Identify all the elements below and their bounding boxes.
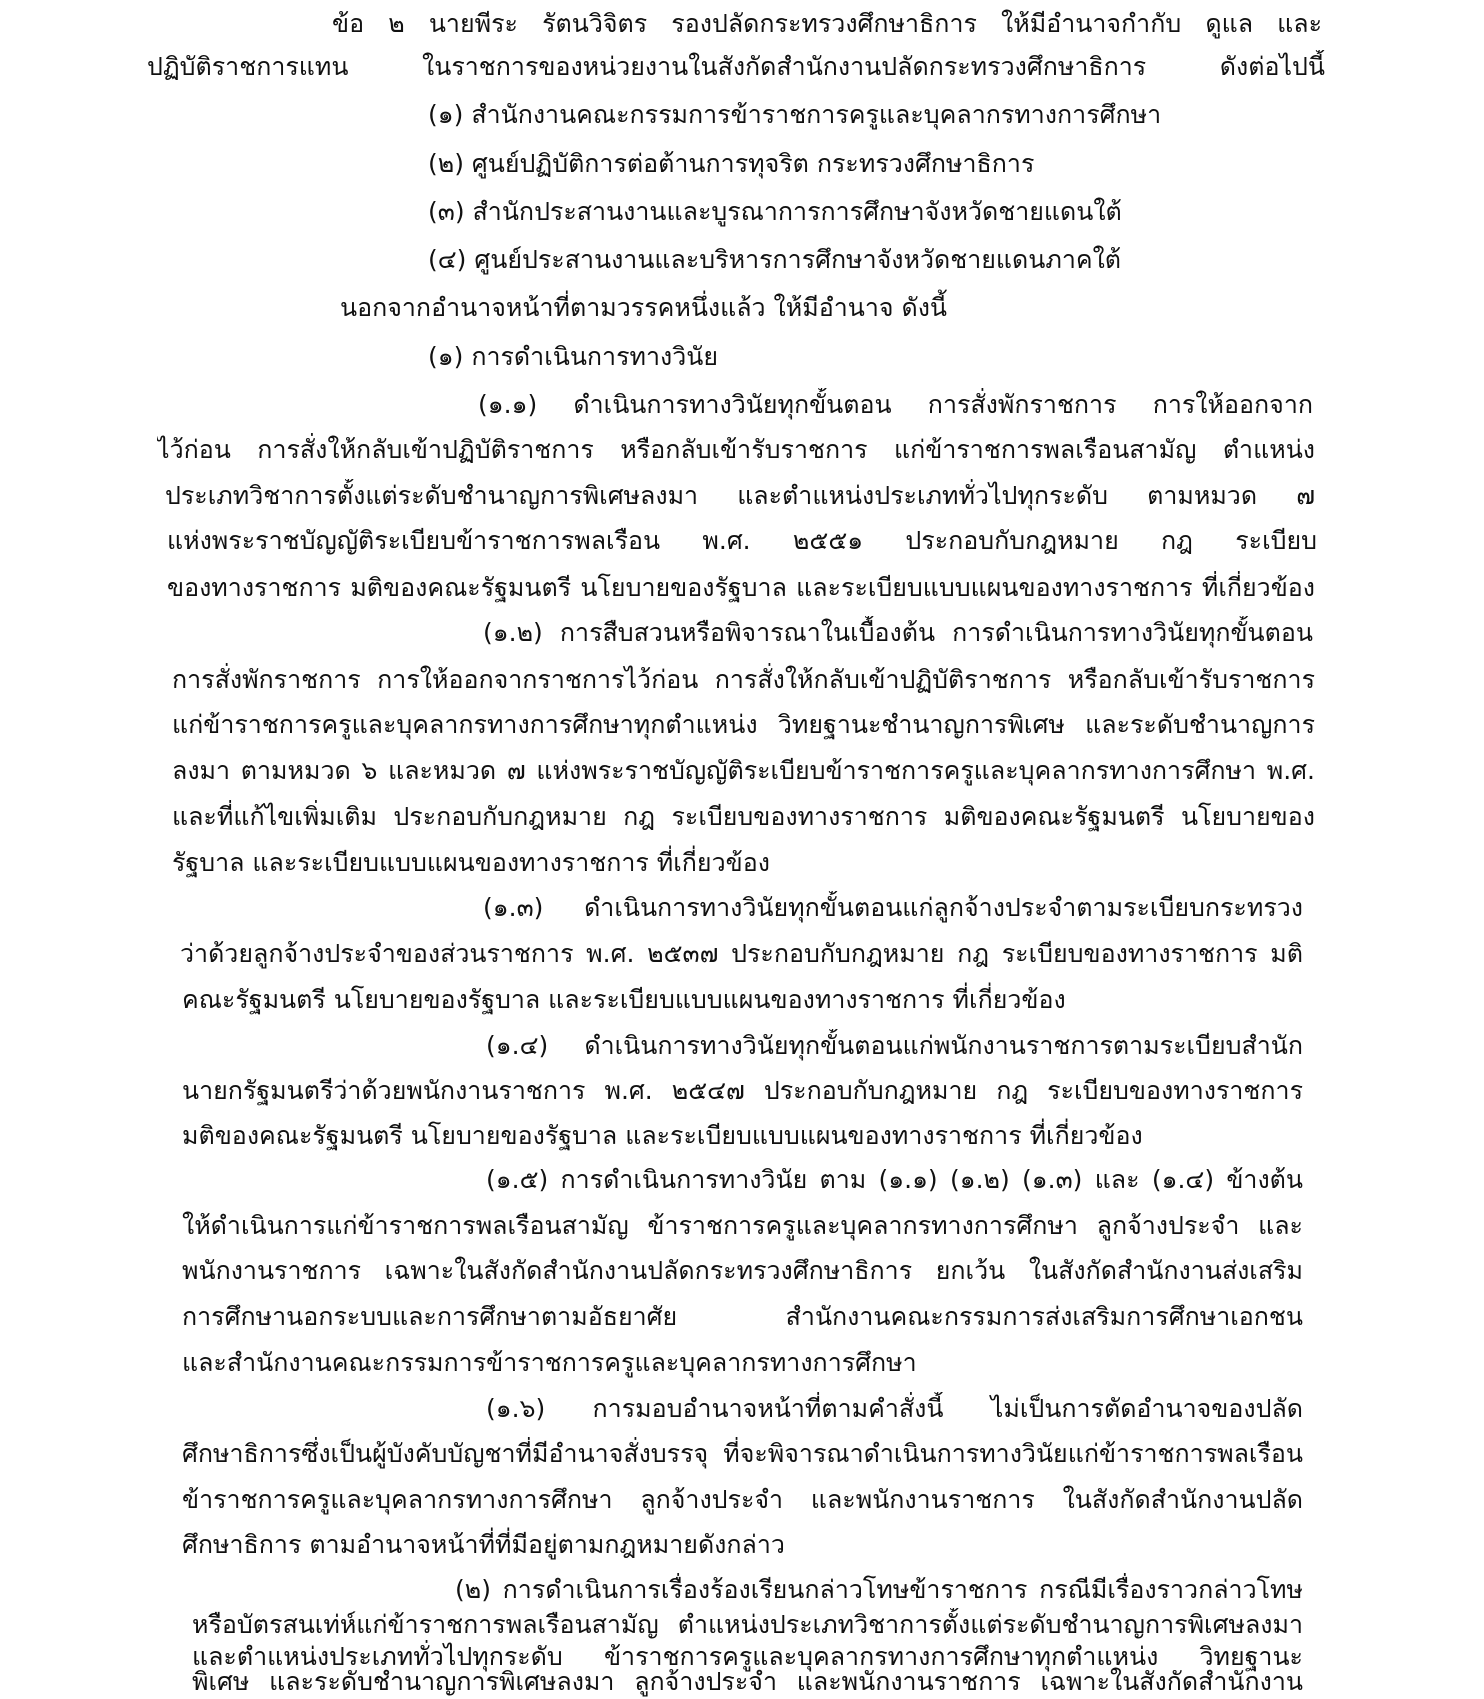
text-line: แก่ข้าราชการครูและบุคลากรทางการศึกษาทุกตำแหน่ง วิทยฐานะชำนาญการพิเศษ และระดับชำนาญการ xyxy=(172,710,1315,739)
text-line: นอกจากอำนาจหน้าที่ตามวรรคหนึ่งแล้ว ให้มีอำนาจ ดังนี้ xyxy=(340,293,948,322)
list-item: (๓) สำนักประสานงานและบูรณาการการศึกษาจังหวัดชายแดนใต้ xyxy=(428,197,1122,226)
list-item: (๒) ศูนย์ปฏิบัติการต่อต้านการทุจริต กระทรวงศึกษาธิการ xyxy=(428,149,1035,178)
text-line: (๑.๓) ดำเนินการทางวินัยทุกขั้นตอนแก่ลูกจ้างประจำตามระเบียบกระทรวง xyxy=(483,893,1303,922)
text-line: ศึกษาธิการซึ่งเป็นผู้บังคับบัญชาที่มีอำนาจสั่งบรรจุ ที่จะพิจารณาดำเนินการทางวินัยแก่ข้าราชการพลเรือน xyxy=(182,1439,1303,1468)
text-line: พิเศษ และระดับชำนาญการพิเศษลงมา ลูกจ้างประจำ และพนักงานราชการ เฉพาะในสังกัดสำนักงาน xyxy=(192,1667,1303,1696)
text-line: ไว้ก่อน การสั่งให้กลับเข้าปฏิบัติราชการ หรือกลับเข้ารับราชการ แก่ข้าราชการพลเรือนสามัญ ตำแหน่ง xyxy=(157,435,1315,464)
text-line: (๑.๒) การสืบสวนหรือพิจารณาในเบื้องต้น การดำเนินการทางวินัยทุกขั้นตอน xyxy=(483,618,1313,647)
text-line: ประเภทวิชาการตั้งแต่ระดับชำนาญการพิเศษลงมา และตำแหน่งประเภททั่วไปทุกระดับ ตามหมวด ๗ xyxy=(165,481,1315,510)
text-line: ของทางราชการ มติของคณะรัฐมนตรี นโยบายของรัฐบาล และระเบียบแบบแผนของทางราชการ ที่เกี่ยวข้อง xyxy=(167,573,1315,602)
text-line: และที่แก้ไขเพิ่มเติม ประกอบกับกฎหมาย กฎ ระเบียบของทางราชการ มติของคณะรัฐมนตรี นโยบายของ xyxy=(172,802,1315,831)
text-line: ข้าราชการครูและบุคลากรทางการศึกษา ลูกจ้างประจำ และพนักงานราชการ ในสังกัดสำนักงานปลัด xyxy=(182,1485,1303,1514)
text-line: แห่งพระราชบัญญัติระเบียบข้าราชการพลเรือน พ.ศ. ๒๕๕๑ ประกอบกับกฎหมาย กฎ ระเบียบ xyxy=(167,526,1317,555)
list-item: (๔) ศูนย์ประสานงานและบริหารการศึกษาจังหวัดชายแดนภาคใต้ xyxy=(428,245,1122,274)
text-line: (๑.๖) การมอบอำนาจหน้าที่ตามคำสั่งนี้ ไม่เป็นการตัดอำนาจของปลัด xyxy=(486,1394,1303,1423)
text-line: และตำแหน่งประเภททั่วไปทุกระดับ ข้าราชการครูและบุคลากรทางการศึกษาทุกตำแหน่ง วิทยฐานะ xyxy=(192,1642,1303,1671)
text-line: การสั่งพักราชการ การให้ออกจากราชการไว้ก่อน การสั่งให้กลับเข้าปฏิบัติราชการ หรือกลับเข้ารับราชการ xyxy=(172,665,1315,694)
list-item: (๑) สำนักงานคณะกรรมการข้าราชการครูและบุคลากรทางการศึกษา xyxy=(428,100,1162,129)
text-line: รัฐบาล และระเบียบแบบแผนของทางราชการ ที่เกี่ยวข้อง xyxy=(172,848,770,877)
text-line: มติของคณะรัฐมนตรี นโยบายของรัฐบาล และระเบียบแบบแผนของทางราชการ ที่เกี่ยวข้อง xyxy=(182,1121,1143,1150)
text-line: ศึกษาธิการ ตามอำนาจหน้าที่ที่มีอยู่ตามกฎหมายดังกล่าว xyxy=(182,1530,785,1559)
text-line: การศึกษานอกระบบและการศึกษาตามอัธยาศัย สำนักงานคณะกรรมการส่งเสริมการศึกษาเอกชน xyxy=(182,1302,1303,1331)
text-line: ปฏิบัติราชการแทน ในราชการของหน่วยงานในสังกัดสำนักงานปลัดกระทรวงศึกษาธิการ ดังต่อไปนี้ xyxy=(147,52,1325,81)
text-line: คณะรัฐมนตรี นโยบายของรัฐบาล และระเบียบแบบแผนของทางราชการ ที่เกี่ยวข้อง xyxy=(182,985,1066,1014)
text-line: ลงมา ตามหมวด ๖ และหมวด ๗ แห่งพระราชบัญญัติระเบียบข้าราชการครูและบุคลากรทางการศึกษา พ.ศ. xyxy=(172,756,1315,785)
text-line: นายกรัฐมนตรีว่าด้วยพนักงานราชการ พ.ศ. ๒๕๔๗ ประกอบกับกฎหมาย กฎ ระเบียบของทางราชการ xyxy=(182,1076,1303,1105)
text-line: ให้ดำเนินการแก่ข้าราชการพลเรือนสามัญ ข้าราชการครูและบุคลากรทางการศึกษา ลูกจ้างประจำ และ xyxy=(182,1211,1303,1240)
section-heading: (๑) การดำเนินการทางวินัย xyxy=(428,342,719,371)
text-line: (๑.๔) ดำเนินการทางวินัยทุกขั้นตอนแก่พนักงานราชการตามระเบียบสำนัก xyxy=(486,1031,1303,1060)
text-line: พนักงานราชการ เฉพาะในสังกัดสำนักงานปลัดกระทรวงศึกษาธิการ ยกเว้น ในสังกัดสำนักงานส่งเสริม xyxy=(182,1256,1303,1285)
text-line: ว่าด้วยลูกจ้างประจำของส่วนราชการ พ.ศ. ๒๕๓๗ ประกอบกับกฎหมาย กฎ ระเบียบของทางราชการ มติ xyxy=(180,939,1303,968)
text-line: หรือบัตรสนเท่ห์แก่ข้าราชการพลเรือนสามัญ ตำแหน่งประเภทวิชาการตั้งแต่ระดับชำนาญการพิเศษลงมา xyxy=(192,1610,1303,1639)
text-line: (๑.๑) ดำเนินการทางวินัยทุกขั้นตอน การสั่งพักราชการ การให้ออกจาก xyxy=(478,390,1313,419)
text-line: และสำนักงานคณะกรรมการข้าราชการครูและบุคลากรทางการศึกษา xyxy=(182,1348,917,1377)
text-line: (๒) การดำเนินการเรื่องร้องเรียนกล่าวโทษข้าราชการ กรณีมีเรื่องราวกล่าวโทษ xyxy=(455,1575,1303,1604)
text-line: ข้อ ๒ นายพีระ รัตนวิจิตร รองปลัดกระทรวงศึกษาธิการ ให้มีอำนาจกำกับ ดูแล และ xyxy=(332,9,1322,38)
text-line: (๑.๕) การดำเนินการทางวินัย ตาม (๑.๑) (๑.๒) (๑.๓) และ (๑.๔) ข้างต้น xyxy=(486,1165,1303,1194)
